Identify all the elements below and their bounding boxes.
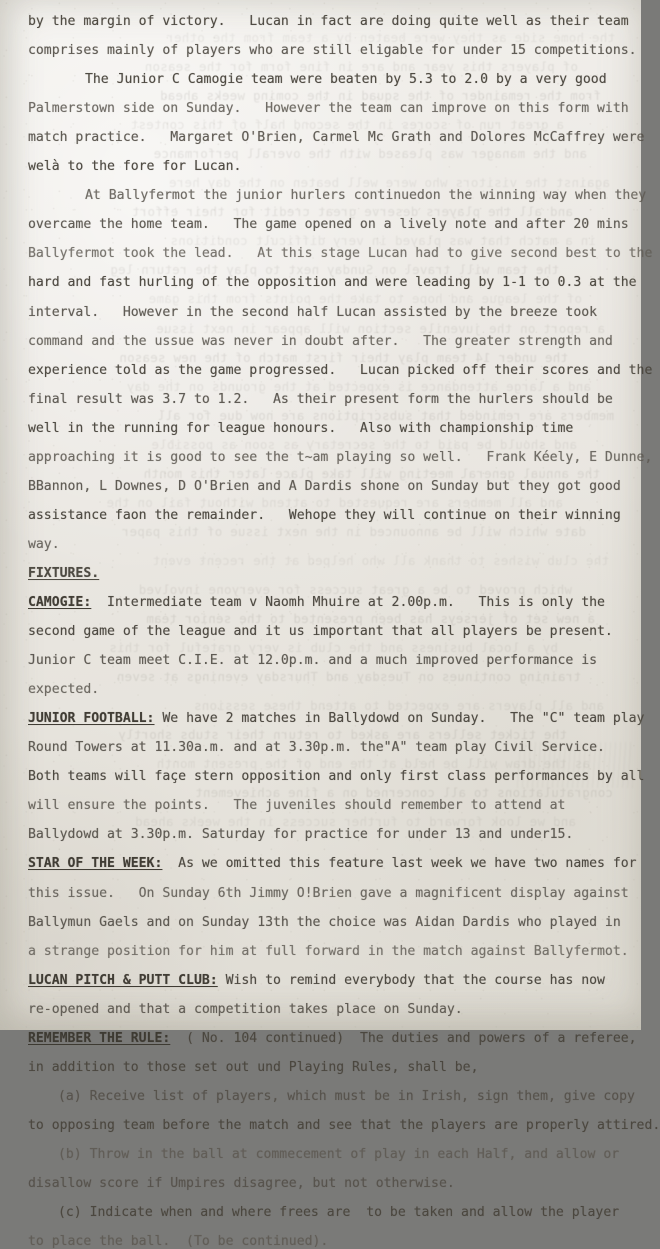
section-line: this issue. On Sunday 6th Jimmy O!Brien gave a magnificent display against xyxy=(28,885,629,901)
body-line: hard and fast hurling of the opposition and were leading by 1-1 to 0.3 at the xyxy=(28,275,637,291)
showthrough-line: as the draw will be held at the end of the present month xyxy=(156,756,590,772)
showthrough-line: a great run of scores in the second half of this contest xyxy=(130,117,564,133)
body-line: match practice. Margaret O'Brien, Carmel Mc Grath and Dolores McCaffrey were xyxy=(28,130,645,146)
showthrough-line: of players this year and are in fine form for the season xyxy=(144,59,578,75)
body-line: experience told as the game progressed. Lucan picked off their scores and the xyxy=(28,362,653,378)
section-heading-line: LUCAN PITCH & PUTT CLUB: Wish to remind everybody that the course has now xyxy=(28,972,605,988)
rule-line: (a) Receive list of players, which must be in Irish, sign them, give copy xyxy=(58,1088,635,1104)
body-line: well in the running for league honours. Also with championship time xyxy=(28,420,574,436)
body-line: way. xyxy=(28,536,60,552)
showthrough-line: a report on the juvenile section will appear in next issue xyxy=(156,320,605,336)
section-heading-line: CAMOGIE: Intermediate team v Naomh Mhuire at 2.00p.m. This is only the xyxy=(28,595,605,610)
showthrough-line: the under 14 team play their first match of the new season xyxy=(119,349,568,365)
body-line: Ballyfermot took the lead. At this stage Lucan had to give second best to the xyxy=(28,246,653,262)
rule-line: to place the ball. (To be continued). xyxy=(28,1234,329,1249)
section-line: re-opened and that a competition takes place on Sunday. xyxy=(28,1001,463,1017)
showthrough-line: members are reminded that subscriptions are now due for all xyxy=(157,407,614,423)
section-line: Ballydowd at 3.30p.m. Saturday for practice for under 13 and under15. xyxy=(28,827,574,843)
section-line: Junior C team meet C.I.E. at 12.0p.m. and a much improved performance is xyxy=(28,653,598,669)
body-line: final result was 3.7 to 1.2. As their present form the hurlers should be xyxy=(28,391,613,407)
showthrough-line: and all the players deserve great credit for their effort xyxy=(131,204,573,220)
section-heading-line: STAR OF THE WEEK: As we omitted this feature last week we have two names for xyxy=(28,856,637,872)
showthrough-line: congratulations to all concerned on a fine achievement xyxy=(195,785,613,801)
rule-line: (b) Throw in the ball at commecement of play in each Half, and allow or xyxy=(58,1146,620,1162)
section-line: will ensure the points. The juveniles should remember to attend at xyxy=(28,798,566,814)
body-line: assistance faon the remainder. Wehope they will continue on their winning xyxy=(28,507,621,523)
section-line: Both teams will façe stern opposition and only first class performances by all xyxy=(28,769,645,785)
section-line: Ballymun Gaels and on Sunday 13th the choice was Aidan Dardis who played in xyxy=(28,914,621,930)
body-line: approaching it is good to see the t~am playing so well. Frank Kéely, E Dunne, xyxy=(28,449,653,465)
body-line: comprises mainly of players who are still eligable for under 15 competitions. xyxy=(28,43,637,59)
showthrough-line: the annual general meeting will take place later this month xyxy=(143,465,600,481)
showthrough-line: and all members are requested to attend without fail on the xyxy=(106,494,563,510)
showthrough-line: by a local business and the club is very grateful for this xyxy=(109,640,558,656)
showthrough-line: and the manager was pleased with the overall performance xyxy=(153,146,587,162)
section-heading-line: JUNIOR FOOTBALL: We have 2 matches in Ballydowd on Sunday. The "C" team play xyxy=(28,711,645,727)
body-line: overcame the home team. The game opened on a lively note and after 20 mins xyxy=(28,217,629,233)
showthrough-line: the team will travel on Sunday next to play the return leg xyxy=(110,262,559,278)
section-line: expected. xyxy=(28,682,100,698)
showthrough-line: and should be paid to the secretary as soon as possible xyxy=(151,436,577,452)
section-line: in addition to those set out und Playing Rules, shall be, xyxy=(28,1059,479,1075)
rule-line: (c) Indicate when and where frees are to be taken and allow the player xyxy=(58,1205,620,1221)
body-line: welà to the fore for Lucan. xyxy=(28,159,242,175)
rule-line: to opposing team before the match and see that the players are properly attired. xyxy=(28,1117,660,1133)
showthrough-line: training continues on Tuesday and Thursday evenings at seven xyxy=(116,669,581,685)
showthrough-line: which proved to be a great success for everyone involved xyxy=(138,581,572,597)
section-line: Round Towers at 11.30a.m. and at 3.30p.m. the"A" team play Civil Service. xyxy=(28,740,605,756)
showthrough-line: and a large attendance is expected at the grounds on the day xyxy=(126,378,591,394)
showthrough-line: against the visitors who were well beaten on the day here xyxy=(168,175,610,191)
body-line: At Ballyfermot the junior hurlers continuedon the winning way when they xyxy=(85,188,647,204)
rule-line: disallow score if Umpires disagree, but not otherwise. xyxy=(28,1176,455,1191)
showthrough-line: a new set of jerseys has been presented to the senior team xyxy=(146,611,595,626)
showthrough-line: the club wishes to thank all who helped at the recent event xyxy=(152,552,609,568)
showthrough-line: of the league and hope to take the points from this game xyxy=(148,291,582,307)
section-line: second game of the league and it us important that all players be present. xyxy=(28,624,613,640)
section-heading-line: REMEMBER THE RULE: ( No. 104 continued) The duties and powers of a referee, xyxy=(28,1030,637,1046)
body-line: Palmerstown side on Sunday. However the team can improve on this form with xyxy=(28,101,629,117)
showthrough-line: date which will be announced in the next issue of this paper xyxy=(121,523,586,539)
showthrough-line: in a match that was played in very difficult conditions xyxy=(170,233,596,249)
body-line: command and the ussue was never in doubt after. The greater strength and xyxy=(28,333,613,349)
body-line: The Junior C Camogie team were beaten by 5.3 to 2.0 by a very good xyxy=(85,72,607,88)
showthrough-line: the home side as they were beaten by a team from the other xyxy=(166,30,615,45)
fixtures-heading: FIXTURES. xyxy=(28,565,100,581)
body-line: by the margin of victory. Lucan in fact are doing quite well as their team xyxy=(28,14,629,29)
body-line: interval. However in the second half Lucan assisted by the breeze took xyxy=(28,304,598,320)
showthrough-line: from the remainder of the squad in the coming weeks ahead xyxy=(159,88,601,104)
section-line: a strange position for him at full forward in the match against Ballyfermot. xyxy=(28,943,629,959)
body-line: BBannon, L Downes, D O'Brien and A Dardis shone on Sunday but they got good xyxy=(28,478,621,494)
showthrough-line: the ticket sellers are asked to return their stubs shortly xyxy=(118,727,567,743)
showthrough-line: and all players are expected to attend these sessions xyxy=(193,698,604,714)
showthrough-line: and we look forward to further success in the weeks ahead xyxy=(134,814,576,830)
